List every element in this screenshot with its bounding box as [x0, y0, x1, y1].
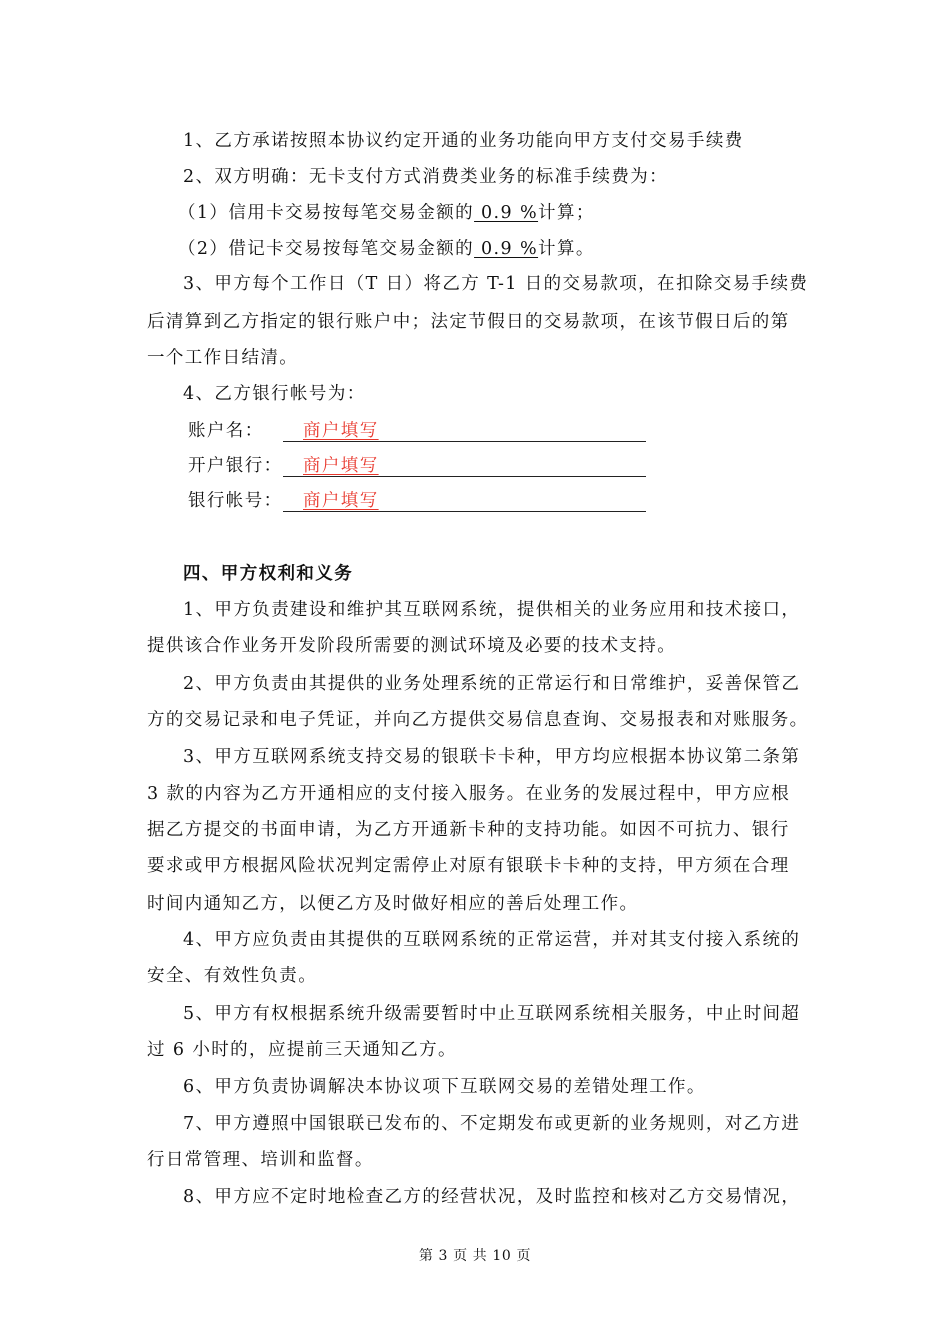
section-four-line: 要求或甲方根据风险状况判定需停止对原有银联卡卡种的支持，甲方须在合理: [147, 856, 790, 876]
settlement-paragraph-line-1: 3、甲方每个工作日（T 日）将乙方 T-1 日的交易款项，在扣除交易手续费: [183, 274, 809, 294]
section-four-line: 据乙方提交的书面申请，为乙方开通新卡种的支持功能。如因不可抗力、银行: [147, 820, 790, 840]
bank-account-paragraph: 4、乙方银行帐号为：: [183, 384, 366, 404]
section-four-line: 5、甲方有权根据系统升级需要暂时中止互联网系统相关服务，中止时间超: [183, 1004, 801, 1024]
section-four-line: 8、甲方应不定时地检查乙方的经营状况，及时监控和核对乙方交易情况，: [183, 1187, 801, 1207]
section-four-line: 过 6 小时的，应提前三天通知乙方。: [147, 1040, 457, 1060]
credit-card-fee-suffix: 计算；: [538, 203, 595, 223]
section-four-line: 3 款的内容为乙方开通相应的支付接入服务。在业务的发展过程中，甲方应根: [147, 784, 791, 804]
standard-fee-paragraph: 2、双方明确：无卡支付方式消费类业务的标准手续费为：: [183, 167, 669, 187]
debit-card-fee-suffix: 计算。: [538, 239, 595, 259]
section-four-line: 4、甲方应负责由其提供的互联网系统的正常运营，并对其支付接入系统的: [183, 930, 801, 950]
section-four-heading: 四、甲方权利和义务: [183, 564, 354, 584]
settlement-paragraph-line-3: 一个工作日结清。: [147, 348, 299, 368]
bank-account-number-label: 银行帐号：: [188, 491, 283, 511]
section-four-line: 1、甲方负责建设和维护其互联网系统，提供相关的业务应用和技术接口，: [183, 600, 801, 620]
fee-commitment-paragraph: 1、乙方承诺按照本协议约定开通的业务功能向甲方支付交易手续费: [183, 131, 744, 151]
section-four-line: 2、甲方负责由其提供的业务处理系统的正常运行和日常维护，妥善保管乙: [183, 674, 801, 694]
debit-card-fee-prefix: （2）借记卡交易按每笔交易金额的: [178, 239, 475, 259]
account-name-value: 商户填写: [303, 421, 379, 441]
debit-card-fee-line: [178, 235, 595, 260]
section-four-line: 提供该合作业务开发阶段所需要的测试环境及必要的技术支持。: [147, 636, 677, 656]
credit-card-fee-prefix: （1）信用卡交易按每笔交易金额的: [178, 203, 475, 223]
section-four-line: 7、甲方遵照中国银联已发布的、不定期发布或更新的业务规则，对乙方进: [183, 1114, 801, 1134]
section-four-line: 方的交易记录和电子凭证，并向乙方提供交易信息查询、交易报表和对账服务。: [147, 710, 809, 730]
section-four-line: 安全、有效性负责。: [147, 966, 318, 986]
debit-card-fee-rate: 0.9 %: [474, 239, 539, 259]
page-footer: 第 3 页 共 10 页: [418, 1248, 532, 1264]
opening-bank-label: 开户银行：: [188, 456, 283, 476]
settlement-paragraph-line-2: 后清算到乙方指定的银行账户中；法定节假日的交易款项，在该节假日后的第: [147, 312, 790, 332]
section-four-line: 3、甲方互联网系统支持交易的银联卡卡种，甲方均应根据本协议第二条第: [183, 747, 801, 767]
section-four-line: 时间内通知乙方，以便乙方及时做好相应的善后处理工作。: [147, 894, 639, 914]
bank-account-number-value: 商户填写: [303, 491, 379, 511]
account-name-label: 账户名：: [188, 421, 264, 441]
credit-card-fee-rate: 0.9 %: [474, 203, 539, 223]
section-four-line: 6、甲方负责协调解决本协议项下互联网交易的差错处理工作。: [183, 1077, 706, 1097]
section-four-line: 行日常管理、培训和监督。: [147, 1150, 374, 1170]
credit-card-fee-line: [178, 199, 595, 224]
opening-bank-value: 商户填写: [303, 456, 379, 476]
